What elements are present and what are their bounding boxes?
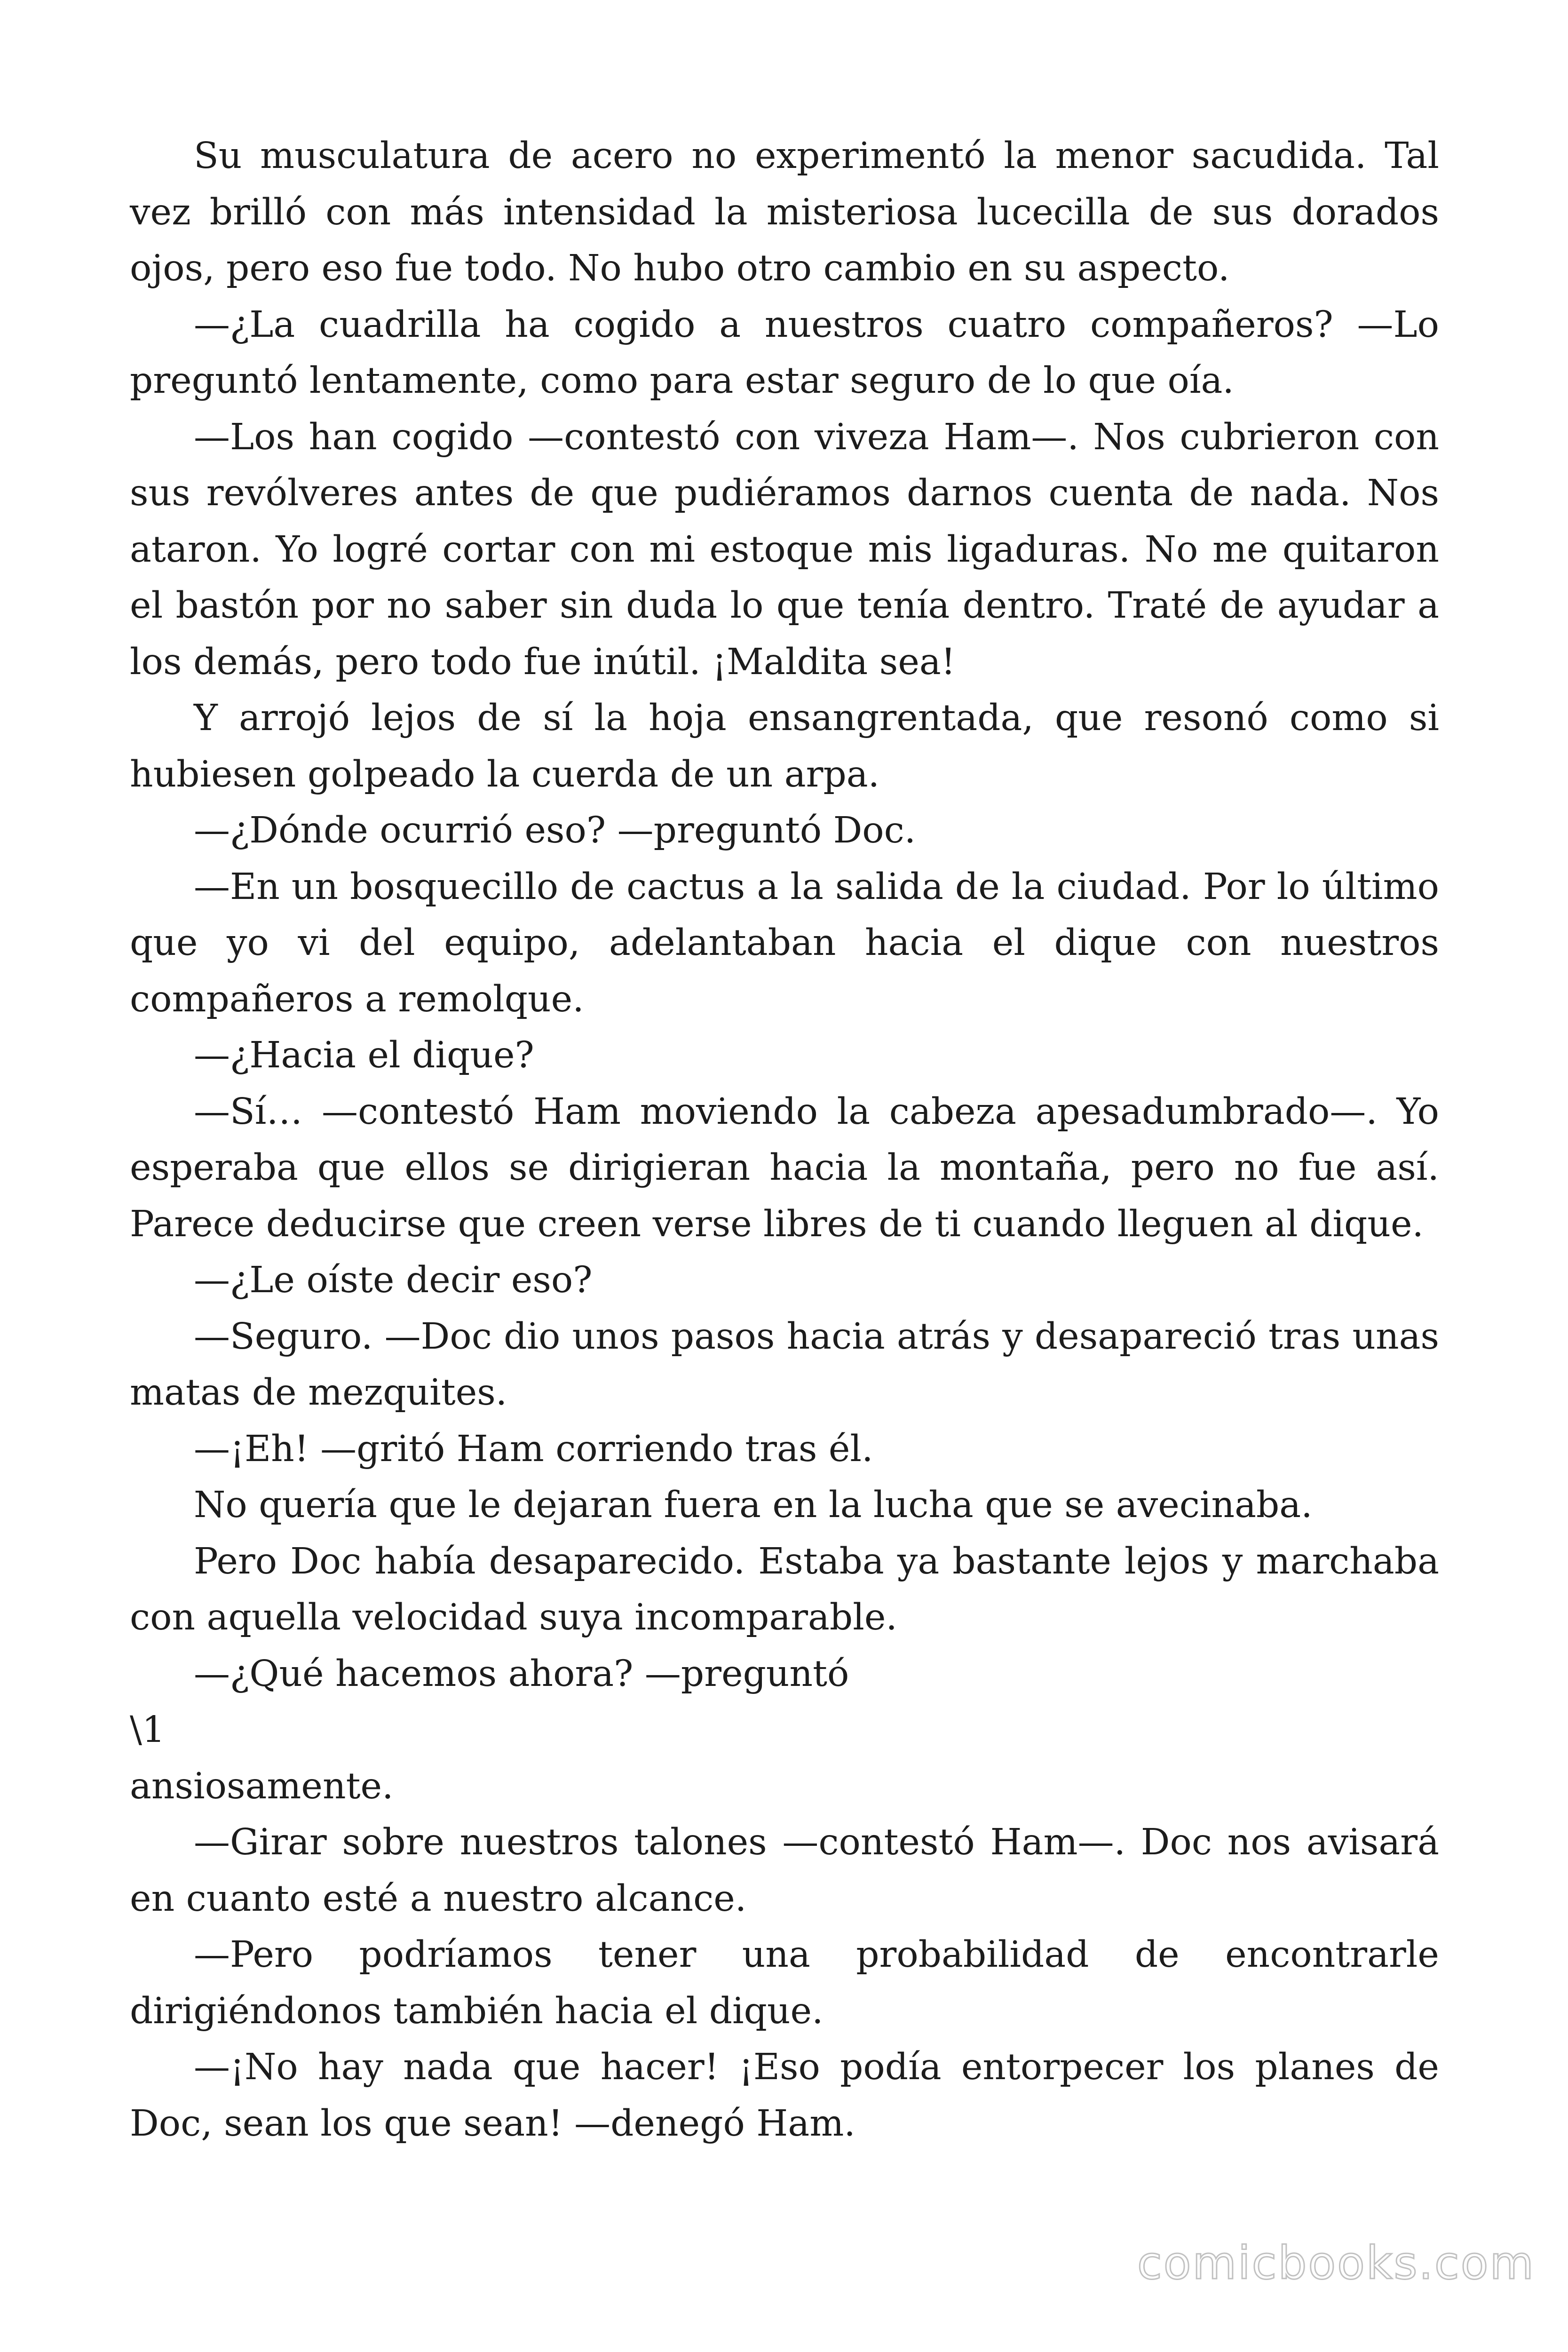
paragraph: —¿Qué hacemos ahora? —preguntó <box>194 1653 849 1695</box>
paragraph: —En un bosquecillo de cactus a la salida de la ciudad. Por lo último que yo vi del equipo, adelantaban hacia el dique con nuestros compañeros a remolque. <box>130 866 1439 1020</box>
paragraph: —¡No hay nada que hacer! ¡Eso podía entorpecer los planes de Doc, sean los que sean! —denegó Ham. <box>130 2046 1439 2145</box>
watermark: comicbooks.com <box>1137 2237 1535 2289</box>
paragraph: —Seguro. —Doc dio unos pasos hacia atrás y desapareció tras unas matas de mezquites. <box>130 1315 1439 1414</box>
paragraph: No quería que le dejaran fuera en la lucha que se avecinaba. <box>194 1484 1313 1526</box>
paragraph: —¿La cuadrilla ha cogido a nuestros cuatro compañeros? —Lo preguntó lentamente, como para estar seguro de lo que oía. <box>130 303 1439 402</box>
paragraph: —¿Le oíste decir eso? <box>194 1259 593 1301</box>
paragraph: —¡Eh! —gritó Ham corriendo tras él. <box>194 1428 873 1470</box>
paragraph: Pero Doc había desaparecido. Estaba ya bastante lejos y marchaba con aquella velocidad suya incomparable. <box>130 1540 1439 1638</box>
paragraph: Su musculatura de acero no experimentó la menor sacudida. Tal vez brilló con más intensidad la misteriosa lucecilla de sus dorados ojos, pero eso fue todo. No hubo otro cambio en su aspecto. <box>130 135 1439 289</box>
stray-marker: \1 <box>130 1709 165 1751</box>
paragraph: —¿Dónde ocurrió eso? —preguntó Doc. <box>194 810 916 851</box>
book-page-text <box>130 128 1439 2152</box>
paragraph: —Sí… —contestó Ham moviendo la cabeza apesadumbrado—. Yo esperaba que ellos se dirigieran hacia la montaña, pero no fue así. Parece deducirse que creen verse libres de ti cuando lleguen al dique. <box>130 1090 1439 1245</box>
paragraph-continuation: ansiosamente. <box>130 1765 394 1807</box>
paragraph: —Los han cogido —contestó con viveza Ham—. Nos cubrieron con sus revólveres antes de que pudiéramos darnos cuenta de nada. Nos ataron. Yo logré cortar con mi estoque mis ligaduras. No me quitaron el bastón por no saber sin duda lo que tenía dentro. Traté de ayudar a los demás, pero todo fue inútil. ¡Maldita sea! <box>130 416 1439 683</box>
paragraph: —Pero podríamos tener una probabilidad de encontrarle dirigiéndonos también hacia el dique. <box>130 1934 1439 2032</box>
paragraph: Y arrojó lejos de sí la hoja ensangrentada, que resonó como si hubiesen golpeado la cuerda de un arpa. <box>130 697 1439 795</box>
paragraph: —Girar sobre nuestros talones —contestó Ham—. Doc nos avisará en cuanto esté a nuestro alcance. <box>130 1821 1439 1920</box>
paragraph: —¿Hacia el dique? <box>194 1034 534 1076</box>
